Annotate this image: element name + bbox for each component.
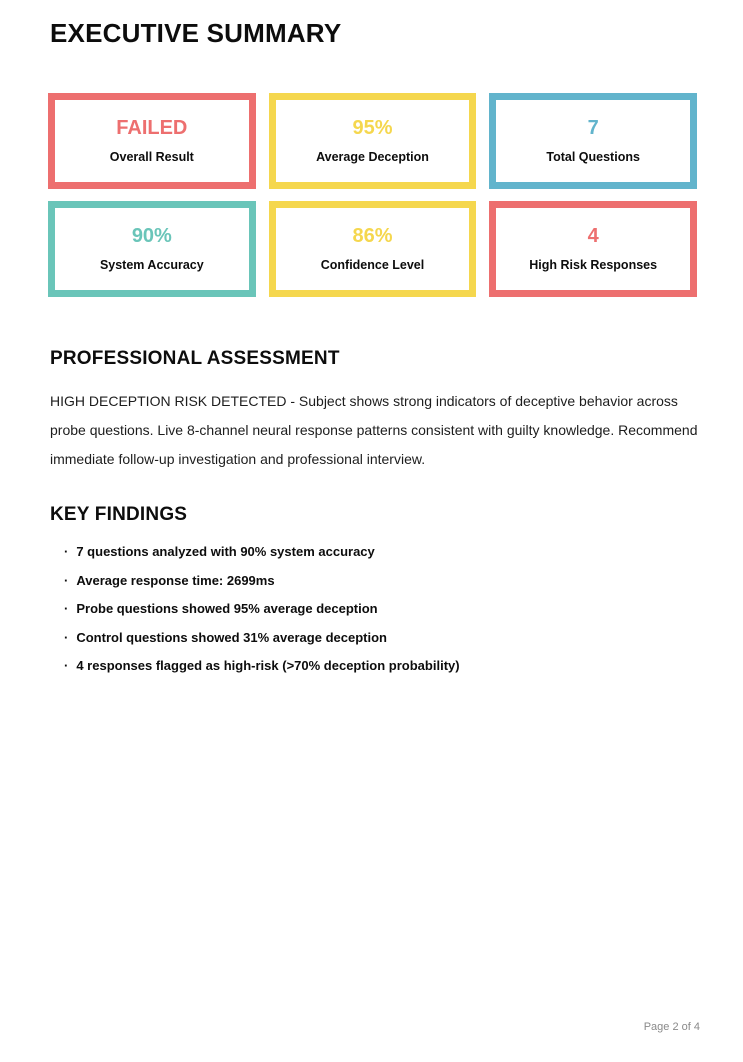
- bullet-icon: ·: [64, 629, 69, 645]
- metric-value: 86%: [352, 225, 393, 248]
- professional-assessment-body: HIGH DECEPTION RISK DETECTED - Subject shows strong indicators of deceptive behavior across probe questions. Live 8-channel neural response patterns consistent with guilty knowledge. Recommend immediate follow-up investigation and professional interview.: [50, 393, 698, 467]
- metric-value: 95%: [352, 117, 393, 140]
- professional-assessment-heading: PROFESSIONAL ASSESSMENT: [50, 348, 340, 369]
- list-item: [64, 574, 743, 587]
- list-item: [64, 659, 743, 672]
- bullet-icon: ·: [64, 544, 69, 559]
- metric-card-overall-result: [48, 93, 256, 189]
- metric-value: FAILED: [116, 117, 188, 140]
- metric-value: 90%: [131, 225, 172, 248]
- page-title: EXECUTIVE SUMMARY: [50, 18, 342, 48]
- report-page: [0, 18, 743, 1062]
- metric-label: Average Deception: [316, 150, 429, 165]
- metric-card-high-risk-responses: [489, 201, 697, 297]
- metric-card-total-questions: [489, 93, 697, 189]
- key-findings-list: [64, 545, 743, 672]
- metric-cards-grid: [48, 93, 697, 297]
- metric-card-average-deception: [269, 93, 477, 189]
- key-findings-heading: KEY FINDINGS: [50, 504, 188, 525]
- metric-value: 4: [587, 225, 599, 248]
- finding-text: Probe questions showed 95% average deception: [76, 601, 378, 616]
- metric-label: System Accuracy: [99, 258, 204, 273]
- metric-label: High Risk Responses: [529, 258, 658, 273]
- finding-text: 4 responses flagged as high-risk (>70% deception probability): [76, 658, 460, 673]
- bullet-icon: ·: [64, 601, 69, 616]
- metric-label: Total Questions: [546, 150, 640, 165]
- bullet-icon: ·: [64, 572, 69, 588]
- bullet-icon: ·: [64, 658, 69, 673]
- page-number: Page 2 of 4: [643, 1021, 700, 1033]
- metric-label: Overall Result: [109, 150, 194, 165]
- metric-label: Confidence Level: [320, 258, 425, 273]
- metric-card-confidence-level: [269, 201, 477, 297]
- list-item: [64, 545, 743, 558]
- metric-value: 7: [587, 117, 599, 140]
- finding-text: 7 questions analyzed with 90% system accuracy: [76, 544, 375, 559]
- finding-text: Control questions showed 31% average deception: [76, 629, 387, 645]
- finding-text: Average response time: 2699ms: [76, 572, 275, 588]
- list-item: [64, 631, 743, 644]
- list-item: [64, 602, 743, 615]
- metric-card-system-accuracy: [48, 201, 256, 297]
